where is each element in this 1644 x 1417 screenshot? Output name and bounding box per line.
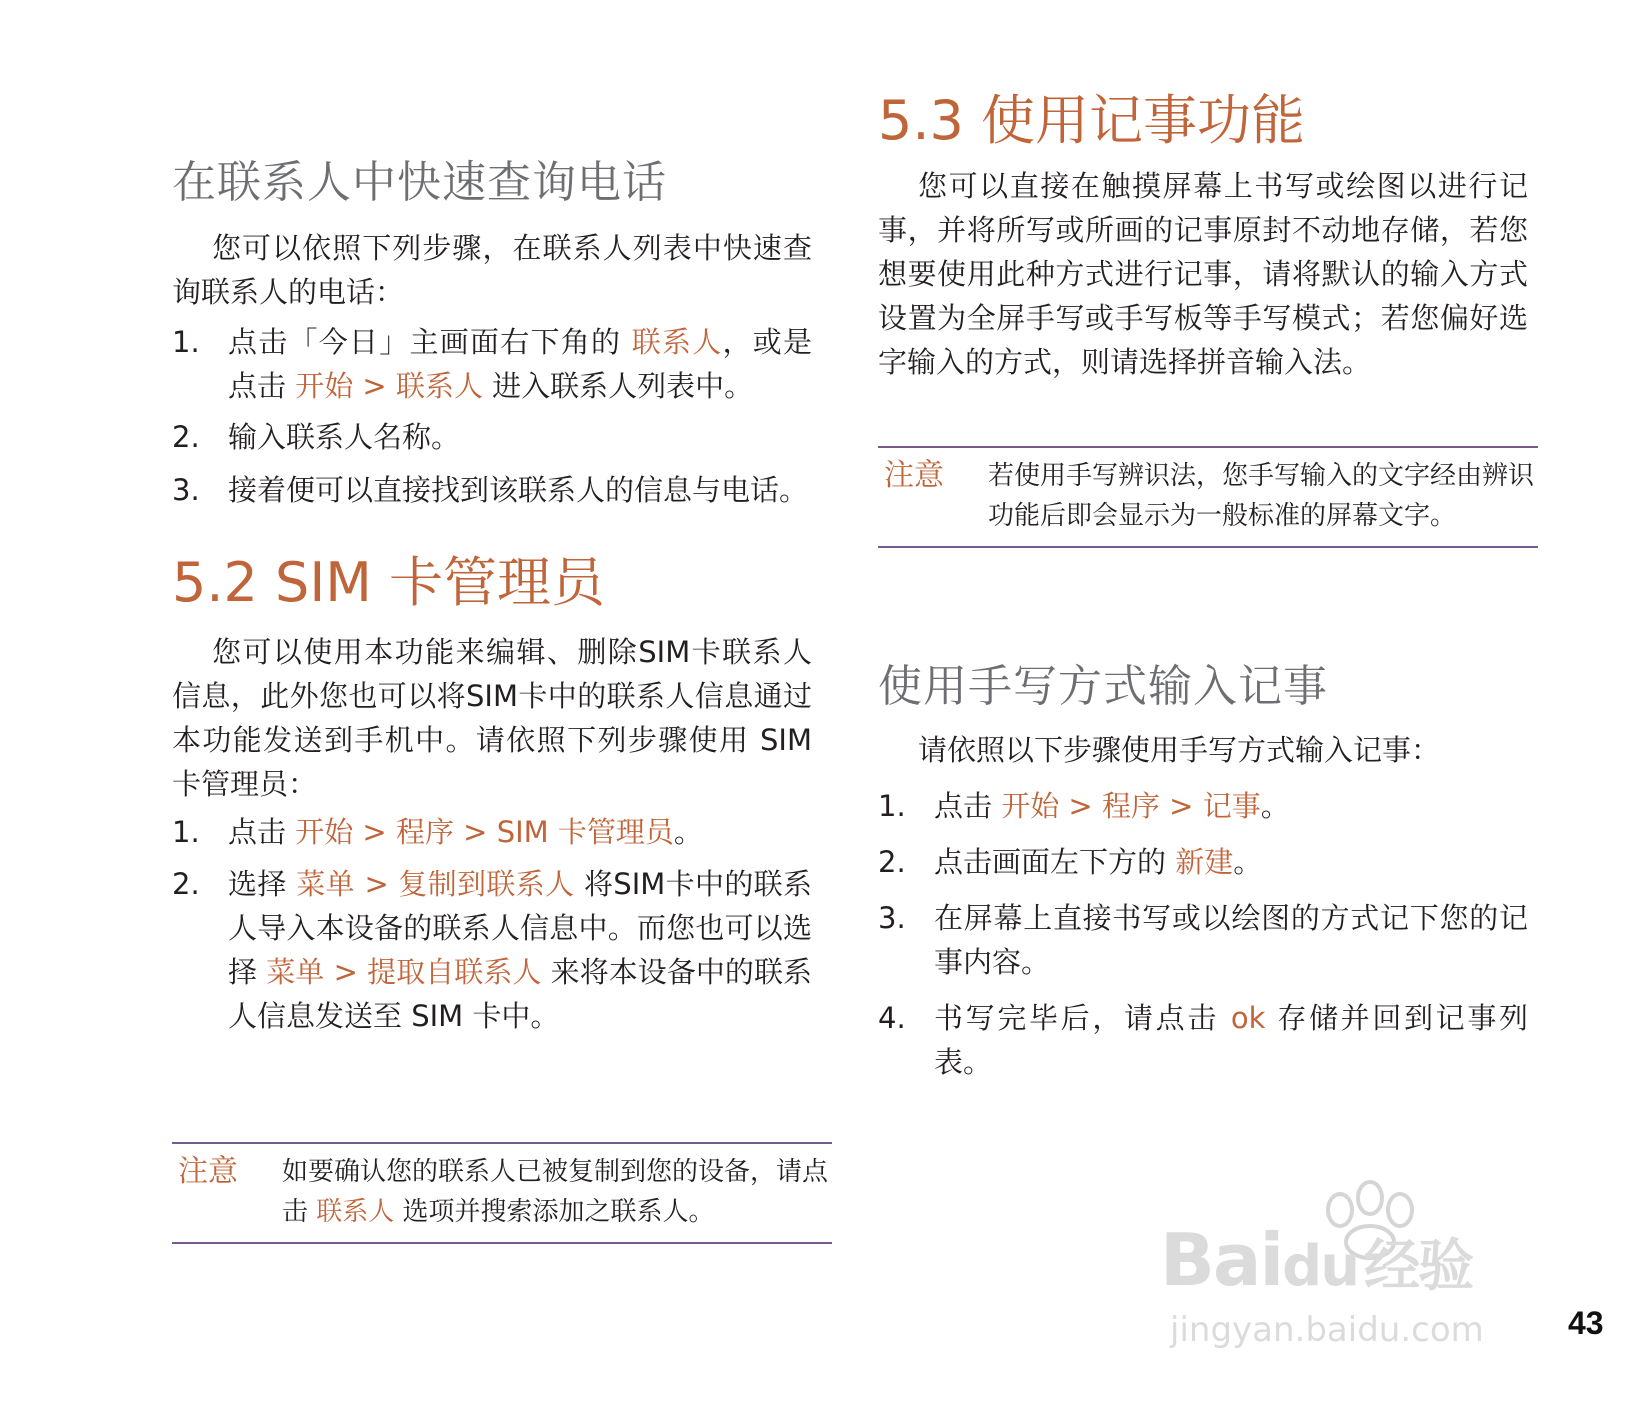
notes-intro-paragraph: 您可以直接在触摸屏幕上书写或绘图以进行记事，并将所写或所画的记事原封不动地存储，若您想要使用此种方式进行记事，请将默认的输入方式设置为全屏手写或手写板等手写模式；若您偏好选字输入的方式，则请选择拼音输入法。 [878, 169, 1528, 379]
list-item: 1. 点击「今日」主画面右下角的 联系人，或是点击 开始 > 联系人 进入联系人列表中。 [172, 325, 812, 403]
note-text: 若使用手写辨识法，您手写输入的文字经由辨识功能后即会显示为一般标准的屏幕文字。 [988, 461, 1535, 531]
section-title-notes: 5.3 使用记事功能 [878, 89, 1306, 152]
list-item: 2. 选择 菜单 > 复制到联系人 将SIM卡中的联系人导入本设备的联系人信息中。而您也可以选择 菜单 > 提取自联系人 来将本设备中的联系人信息发送至 SIM 卡中。 [172, 867, 812, 1033]
sim-intro-paragraph: 您可以使用本功能来编辑、删除SIM卡联系人信息，此外您也可以将SIM卡中的联系人信息通过本功能发送到手机中。请依照下列步骤使用 SIM 卡管理员： [172, 635, 812, 801]
subheading-quick-search: 在联系人中快速查询电话 [172, 157, 667, 208]
list-item: 3. 在屏幕上直接书写或以绘图的方式记下您的记事内容。 [878, 901, 1528, 979]
note-box [172, 1142, 832, 1244]
intro-paragraph: 您可以依照下列步骤，在联系人列表中快速查询联系人的电话： [172, 231, 812, 309]
note-label: 注意 [884, 458, 944, 493]
subheading-handwriting: 使用手写方式输入记事 [878, 661, 1328, 712]
list-item: 1. 点击 开始 > 程序 > SIM 卡管理员。 [172, 815, 703, 849]
note-box [878, 446, 1538, 548]
page-number: 43 [1568, 1305, 1604, 1341]
section-title-sim-manager: 5.2 SIM 卡管理员 [172, 551, 606, 614]
list-item: 2. 输入联系人名称。 [172, 420, 461, 454]
baidu-watermark [1160, 1180, 1560, 1350]
list-item: 3. 接着便可以直接找到该联系人的信息与电话。 [172, 473, 809, 507]
steps-intro: 请依照以下步骤使用手写方式输入记事： [918, 733, 1441, 767]
note-text: 如要确认您的联系人已被复制到您的设备，请点击 联系人 选项并搜索添加之联系人。 [282, 1157, 829, 1227]
list-item: 4. 书写完毕后，请点击 ok 存储并回到记事列表。 [878, 1001, 1529, 1079]
watermark-url: jingyan.baidu.com [1170, 1310, 1484, 1350]
note-label: 注意 [178, 1154, 238, 1189]
watermark-brand: Baidu 经验 [1160, 1218, 1473, 1302]
list-item: 2. 点击画面左下方的 新建。 [878, 845, 1263, 879]
list-item: 1. 点击 开始 > 程序 > 记事。 [878, 789, 1290, 823]
